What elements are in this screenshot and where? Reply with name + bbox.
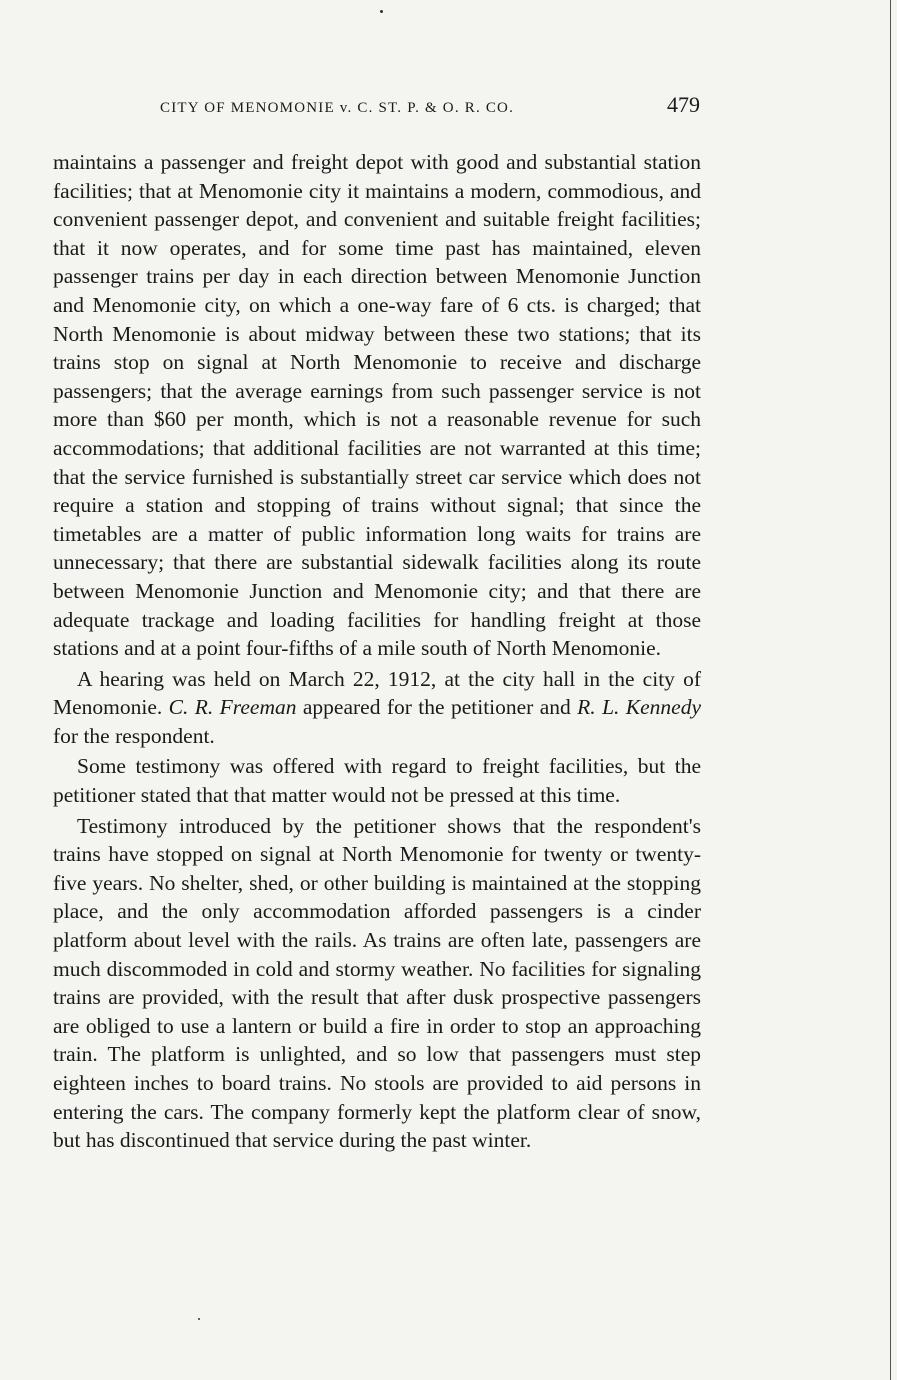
page-number: 479 (667, 92, 700, 117)
body-text (53, 148, 701, 1155)
page-edge-line (890, 0, 891, 1380)
paragraph-hearing (53, 665, 701, 751)
running-head: CITY OF MENOMONIE v. C. ST. P. & O. R. CO. (160, 100, 515, 116)
page-header (160, 92, 700, 122)
petitioner-counsel-name: C. R. Freeman (168, 695, 297, 720)
scan-speck (380, 10, 383, 13)
hearing-text-1: A hearing was held on March 22, 1912, at the city hall in the city of Menomonie. (53, 666, 701, 720)
scan-speck (198, 1318, 200, 1320)
paragraph-freight-testimony: Some testimony was offered with regard to freight facilities, but the petitioner stated that that matter would not be pressed at this time. (53, 754, 701, 808)
hearing-text-3: for the respondent. (53, 723, 215, 748)
hearing-text-2: appeared for the petitioner and (302, 695, 571, 720)
respondent-counsel-name: R. L. Kennedy (577, 695, 702, 720)
paragraph-petitioner-testimony: Testimony introduced by the petitioner shows that the respondent's trains have stopped on signal at North Menomonie for twenty or twenty-five years. No shelter, shed, or other building is maintained at the stopping place, and the only accommodation afforded passengers is a cinder platform about level with the rails. As trains are often late, passengers are much discommoded in cold and stormy weather. No facilities for signaling trains are provided, with the result that after dusk prospective passengers are obliged to use a lantern or build a fire in order to stop an approaching train. The platform is unlighted, and so low that passengers must step eighteen inches to board trains. No stools are provided to aid persons in entering the cars. The company formerly kept the platform clear of snow, but has discontinued that service during the past winter. (53, 813, 701, 1153)
paragraph-continued: maintains a passenger and freight depot with good and substantial station facilities; that at Menomonie city it maintains a modern, commodious, and convenient passenger depot, and convenient and suitable freight facilities; that it now operates, and for some time past has maintained, eleven passenger trains per day in each direction between Menomonie Junction and Menomonie city, on which a one-way fare of 6 cts. is charged; that North Menomonie is about midway between these two stations; that its trains stop on signal at North Menomonie to receive and discharge passengers; that the average earnings from such passenger service is not more than $60 per month, which is not a reasonable revenue for such accommodations; that additional facilities are not warranted at this time; that the service furnished is substantially street car service which does not require a station and stopping of trains without signal; that since the timetables are a matter of public information long waits for trains are unnecessary; that there are substantial sidewalk facilities along its route between Menomonie Junction and Menomonie city; and that there are adequate trackage and loading facilities for handling freight at those stations and at a point four-fifths of a mile south of North Menomonie. (53, 150, 701, 661)
